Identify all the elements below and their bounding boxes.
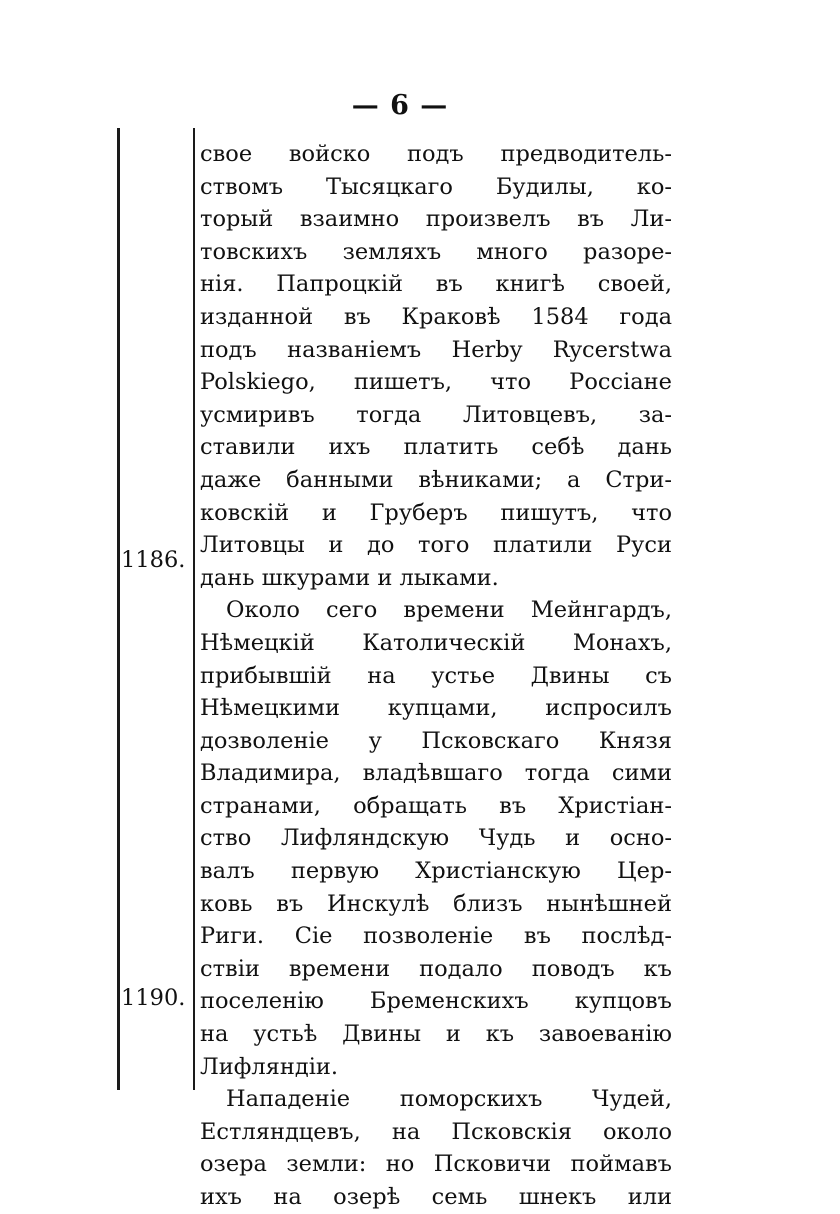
text-line: свое войско подъ предводитель- [200,141,672,167]
text-line: Лифляндіи. [200,1053,339,1080]
text-line: Polskiego, пишетъ, что Россіане [200,369,672,396]
text-line: озера земли: но Псковичи поймавъ [200,1151,672,1178]
text-line: прибывшій на устье Двины съ [200,662,672,689]
margin-year: 1186. [121,547,186,573]
text-line: валъ первую Христіанскую Цер- [200,858,672,885]
text-line: товскихъ земляхъ много разоре- [200,238,672,265]
margin-rule [117,128,120,1090]
text-line: ствіи времени подало поводъ къ [200,955,672,982]
text-line: ковскій и Груберъ пишутъ, что [200,499,672,526]
text-line: даже банными вѣниками; а Стри- [200,466,672,493]
text-line: Риги. Сіе позволеніе въ послѣд- [200,923,672,950]
text-column-rule [193,128,195,1090]
text-line: Около сего времени Мейнгардъ, [226,597,672,624]
text-line: изданной въ Краковѣ 1584 года [200,303,672,330]
text-line: дань шкурами и лыками. [200,564,499,591]
text-line: ковь въ Инскулѣ близъ нынѣшней [200,890,672,917]
margin-year: 1190. [121,985,186,1011]
text-line: Нѣмецкій Католическій Монахъ, [200,629,672,656]
text-line: Нападеніе поморскихъ Чудей, [226,1086,672,1113]
text-line: подъ названіемъ Herby Rycerstwa [200,336,672,363]
text-line: Естляндцевъ, на Псковскія около [200,1118,672,1145]
text-line: Нѣмецкими купцами, испросилъ [200,695,672,722]
text-line: усмиривъ тогда Литовцевъ, за- [200,401,672,428]
text-line: нія. Папроцкій въ книгѣ своей, [200,271,672,298]
text-line: ствомъ Тысяцкаго Будилы, ко- [200,173,672,200]
text-line: ставили ихъ платить себѣ дань [200,434,672,461]
page-number: — 6 — [351,90,449,121]
text-line: странами, обращать въ Христіан- [200,792,672,819]
text-line: Литовцы и до того платили Руси [200,532,672,559]
text-line: ство Лифляндскую Чудь и осно- [200,825,672,852]
text-line: поселенію Бременскихъ купцовъ [200,988,672,1015]
text-line: Владимира, владѣвшаго тогда сими [200,760,672,787]
text-line: на устьѣ Двины и къ завоеванію [200,1021,672,1048]
text-line: дозволеніе у Псковскаго Князя [200,727,672,754]
text-line: ихъ на озерѣ семь шнекъ или [200,1184,672,1210]
text-line: торый взаимно произвелъ въ Ли- [200,206,672,233]
text-column [200,138,672,1214]
